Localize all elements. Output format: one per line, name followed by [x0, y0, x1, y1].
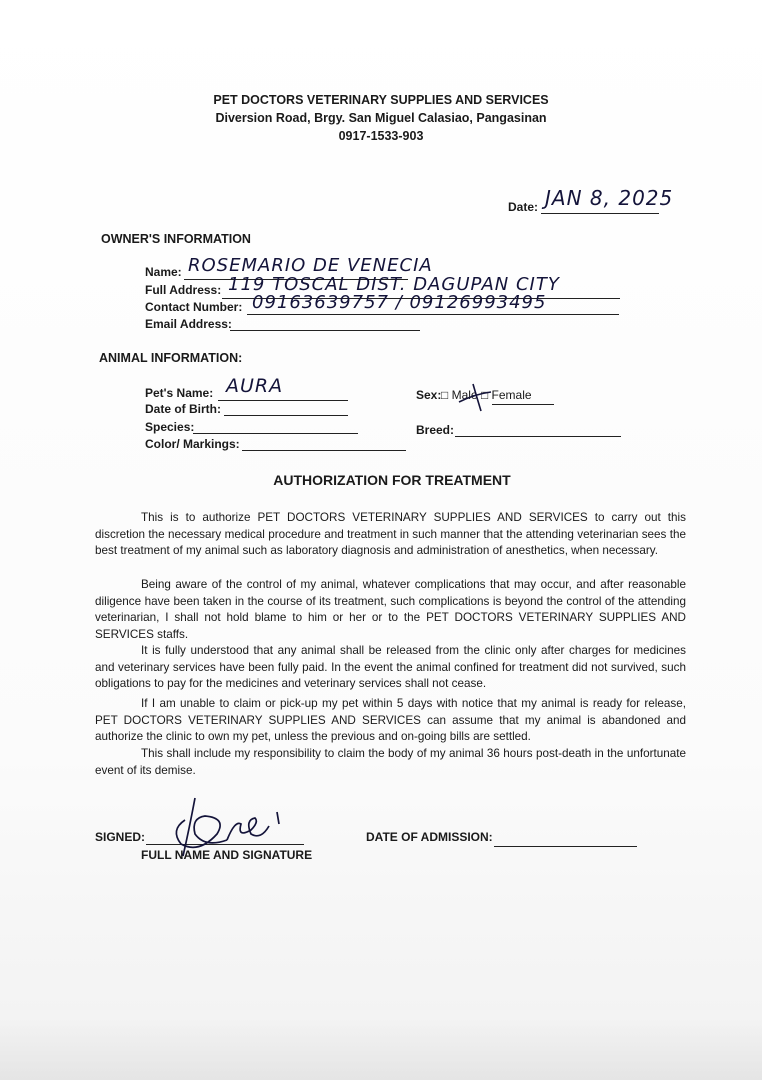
signed-label: SIGNED: [95, 830, 146, 844]
animal-section-title: ANIMAL INFORMATION: [99, 351, 243, 365]
owner-section-title: OWNER'S INFORMATION [101, 232, 251, 246]
clinic-name: PET DOCTORS VETERINARY SUPPLIES AND SERVICES [213, 93, 549, 107]
female-underline [492, 404, 554, 405]
male-checkbox: □ [441, 388, 449, 402]
authorization-title: AUTHORIZATION FOR TREATMENT [273, 472, 511, 488]
female-checkbox: □ [480, 388, 489, 402]
color-label: Color/ Markings: [145, 437, 240, 451]
date-label: Date: [508, 200, 539, 214]
owner-email-label: Email Address: [145, 317, 232, 331]
male-option-label: Male [448, 388, 481, 402]
species-line [193, 433, 358, 434]
paragraph-3: It is fully understood that any animal shall be released from the clinic only after charges for medicines and veterinary services have been fully paid. In the event the animal confined for treatment did not survived, such obligations to pay for the medicines and veterinary services shall not cease. [95, 644, 686, 690]
breed-line [455, 436, 621, 437]
owner-contact-label: Contact Number: [145, 300, 243, 314]
admission-date-label: DATE OF ADMISSION: [366, 830, 493, 844]
dob-line [224, 415, 348, 416]
paragraph-4: If I am unable to claim or pick-up my pet within 5 days with notice that my animal is ready for release, PET DOCTORS VETERINARY SUPPLIES AND SERVICES can assume that my animal is abandoned and authorize the clinic to own my pet, unless the previous and on-going bills are settled. [95, 697, 686, 743]
owner-contact-line [247, 314, 619, 315]
admission-date-line [494, 846, 637, 847]
female-option-label: Female [488, 388, 532, 402]
clinic-phone: 0917-1533-903 [338, 129, 424, 143]
paper-shadow [0, 1018, 762, 1080]
date-line [541, 213, 659, 214]
pet-name-value: AURA [226, 375, 284, 397]
owner-email-line [230, 330, 420, 331]
signature-caption: FULL NAME AND SIGNATURE [141, 848, 313, 862]
pet-name-line [218, 400, 348, 401]
sex-label: Sex: [416, 388, 442, 402]
owner-address-value: 119 TOSCAL DIST. DAGUPAN CITY [228, 274, 560, 295]
paragraph-2: Being aware of the control of my animal, whatever complications that may occur, and after reasonable diligence have been taken in the course of its treatment, such complications is beyond the control of the attending veterinarian, I shall not hold blame to him or her or to the PET DOCTORS VETERINARY SUPPLIES AND SERVICES staffs. [95, 578, 686, 641]
paragraph-1: This is to authorize PET DOCTORS VETERINARY SUPPLIES AND SERVICES to carry out this discretion the necessary medical procedure and treatment in such manner that the attending veterinarian sees the best treatment of my animal such as laboratory diagnosis and administration of anesthetics, when necessary. [95, 511, 686, 557]
owner-contact-value: 09163639757 / 09126993495 [252, 292, 547, 313]
handwritten-signature [165, 790, 285, 860]
paragraph-5: This shall include my responsibility to claim the body of my animal 36 hours post-death in the unfortunate event of its demise. [95, 747, 686, 777]
owner-name-label: Name: [145, 265, 182, 279]
color-line [242, 450, 406, 451]
date-value: JAN 8, 2025 [545, 186, 674, 210]
clinic-address: Diversion Road, Brgy. San Miguel Calasiao, Pangasinan [215, 111, 547, 125]
breed-label: Breed: [416, 423, 455, 437]
male-crossout-mark [455, 380, 495, 414]
pet-name-label: Pet's Name: [145, 386, 214, 400]
dob-label: Date of Birth: [145, 402, 221, 416]
species-label: Species: [145, 420, 195, 434]
owner-name-value: ROSEMARIO DE VENECIA [188, 255, 433, 276]
owner-address-label: Full Address: [145, 283, 222, 297]
